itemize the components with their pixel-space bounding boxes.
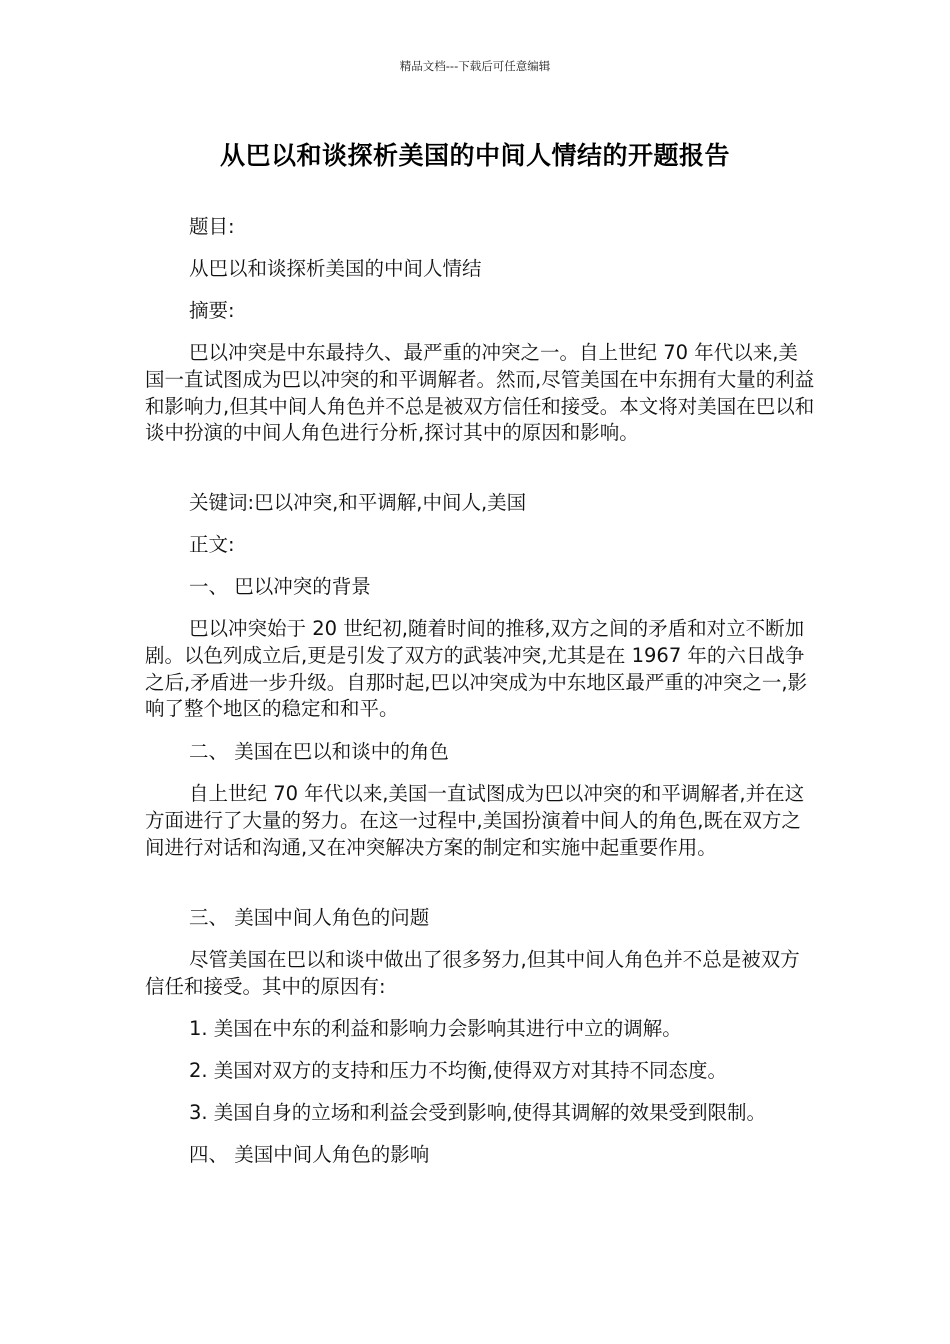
keywords-line: 关键词:巴以冲突,和平调解,中间人,美国: [189, 491, 527, 514]
topic-value: 从巴以和谈探析美国的中间人情结: [189, 257, 482, 280]
section-paragraph-2: 自上世纪 70 年代以来,美国一直试图成为巴以冲突的和平调解者,并在这方面进行了大量的努力。在这一过程中,美国扮演着中间人的角色,既在双方之间进行对话和沟通,又在冲突解决方案的制定和实施中起重要作用。: [145, 782, 805, 859]
reason-item-1: 1. 美国在中东的利益和影响力会影响其进行中立的调解。: [189, 1017, 682, 1040]
section-heading-1: 一、 巴以冲突的背景: [189, 575, 371, 598]
abstract-label: 摘要:: [189, 299, 235, 322]
topic-label: 题目:: [189, 215, 235, 238]
body-label: 正文:: [189, 533, 235, 556]
reason-item-3: 3. 美国自身的立场和利益会受到影响,使得其调解的效果受到限制。: [189, 1101, 767, 1124]
section-heading-2: 二、 美国在巴以和谈中的角色: [189, 740, 449, 763]
page-header: 精品文档---下载后可任意编辑: [399, 59, 551, 73]
reason-item-2: 2. 美国对双方的支持和压力不均衡,使得双方对其持不同态度。: [189, 1059, 728, 1082]
document-title: 从巴以和谈探析美国的中间人情结的开题报告: [219, 141, 730, 170]
section-paragraph-3: 尽管美国在巴以和谈中做出了很多努力,但其中间人角色并不总是被双方信任和接受。其中的原因有:: [145, 948, 800, 998]
section-paragraph-1: 巴以冲突始于 20 世纪初,随着时间的推移,双方之间的矛盾和对立不断加剧。以色列成立后,更是引发了双方的武装冲突,尤其是在 1967 年的六日战争之后,矛盾进一步升级。自那时起,巴以冲突成为中东地区最严重的冲突之一,影响了整个地区的稳定和和平。: [145, 617, 808, 721]
section-heading-4: 四、 美国中间人角色的影响: [189, 1143, 430, 1166]
section-heading-3: 三、 美国中间人角色的问题: [189, 906, 430, 929]
abstract-paragraph: 巴以冲突是中东最持久、最严重的冲突之一。自上世纪 70 年代以来,美国一直试图成为巴以冲突的和平调解者。然而,尽管美国在中东拥有大量的利益和影响力,但其中间人角色并不总是被双方信任和接受。本文将对美国在巴以和谈中扮演的中间人角色进行分析,探讨其中的原因和影响。: [145, 341, 815, 445]
